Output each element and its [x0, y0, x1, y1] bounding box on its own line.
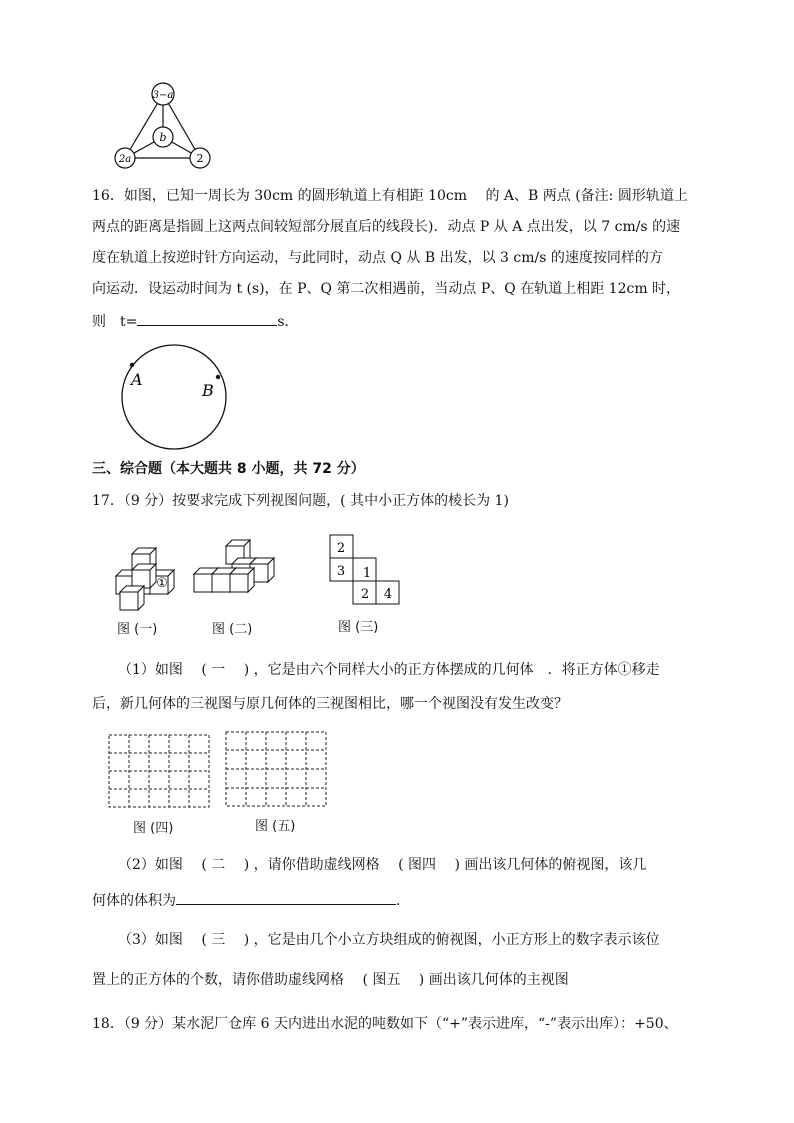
- fig3-cell-2: 3: [336, 564, 346, 579]
- q16-line1: 16．如图，已知一周长为 30cm 的圆形轨道上有相距 10cm 的 A、B 两点 (备注: 圆形轨道上: [92, 188, 688, 204]
- q16-answer-prefix: 则 t=: [92, 314, 138, 330]
- fig3-cell-5: 4: [383, 587, 393, 602]
- q16-line3: 度在轨道上按逆时针方向运动，与此同时，动点 Q 从 B 出发，以 3 cm/s 的速度按同样的方: [92, 250, 663, 266]
- q17-part2-line2: [92, 890, 400, 911]
- q17-part1-line1: （1）如图 ( 一 ) ，它是由六个同样大小的正方体摆成的几何体 ．将正方体①移走: [118, 662, 660, 678]
- fig3-cell-1: 2: [336, 541, 346, 556]
- figure-2-cubes: [192, 536, 282, 598]
- q17-part1-line2: 后，新几何体的三视图与原几何体的三视图相比，哪一个视图没有发生改变？: [92, 696, 568, 712]
- q16-answer-suffix: s．: [277, 314, 299, 330]
- label-b: B: [202, 381, 214, 400]
- figure-5-dashed-grid: [225, 731, 329, 809]
- fig1-marker: ①: [156, 576, 168, 591]
- circle-track-figure: [112, 340, 237, 455]
- q16-line2: 两点的距离是指圆上这两点间较短部分展直后的线段长)．动点 P 从 A 点出发，以 7 cm/s 的速: [92, 219, 681, 235]
- q16-answer-line: [92, 311, 299, 332]
- point-a: [130, 363, 134, 367]
- fig2-caption: 图 (二): [212, 622, 253, 637]
- q17-part2-line1: （2）如图 ( 二 ) ，请你借助虚线网格 ( 图四 ) 画出该几何体的俯视图，该几: [118, 857, 647, 873]
- node-left-label: 2a: [118, 154, 132, 165]
- fig5-caption: 图 (五): [255, 819, 296, 834]
- q17-intro: 17．（9 分）按要求完成下列视图问题，( 其中小正方体的棱长为 1): [92, 493, 509, 509]
- q17-part3-line1: （3）如图 ( 三 ) ，它是由几个小立方块组成的俯视图，小正方形上的数字表示该位: [118, 932, 660, 948]
- q17-volume-blank: [176, 890, 396, 905]
- fig4-caption: 图 (四): [133, 821, 174, 836]
- point-b: [216, 375, 220, 379]
- q17-part3-line2: 置上的正方体的个数，请你借助虚线网格 ( 图五 ) 画出该几何体的主视图: [92, 972, 569, 988]
- section3-heading: 三、综合题（本大题共 8 小题，共 72 分）: [92, 461, 365, 477]
- fig3-cell-3: 1: [362, 566, 372, 581]
- figure-4-dashed-grid: [108, 734, 212, 810]
- fig3-cell-4: 2: [360, 587, 370, 602]
- node-center-label: b: [159, 131, 167, 144]
- node-right-label: 2: [196, 152, 204, 165]
- label-a: A: [131, 370, 143, 389]
- node-top-label: 3−a: [152, 90, 174, 101]
- q17-part2-prefix: 何体的体积为: [92, 893, 176, 909]
- q16-line4: 向运动．设运动时间为 t (s)，在 P、Q 第二次相遇前，当动点 P、Q 在轨道上相距 12cm 时，: [92, 281, 681, 297]
- q18-line1: 18．（9 分）某水泥厂仓库 6 天内进出水泥的吨数如下（“+”表示进库，“-”表示出库）：+50、: [92, 1016, 678, 1032]
- fig1-caption: 图 (一): [117, 622, 158, 637]
- q16-answer-blank: [137, 311, 277, 326]
- fig3-caption: 图 (三): [338, 620, 379, 635]
- q17-part2-suffix: .: [396, 893, 401, 909]
- triangle-figure: [108, 80, 218, 175]
- figure-3-top-view: [329, 534, 405, 610]
- figure-1-cubes: [110, 540, 190, 612]
